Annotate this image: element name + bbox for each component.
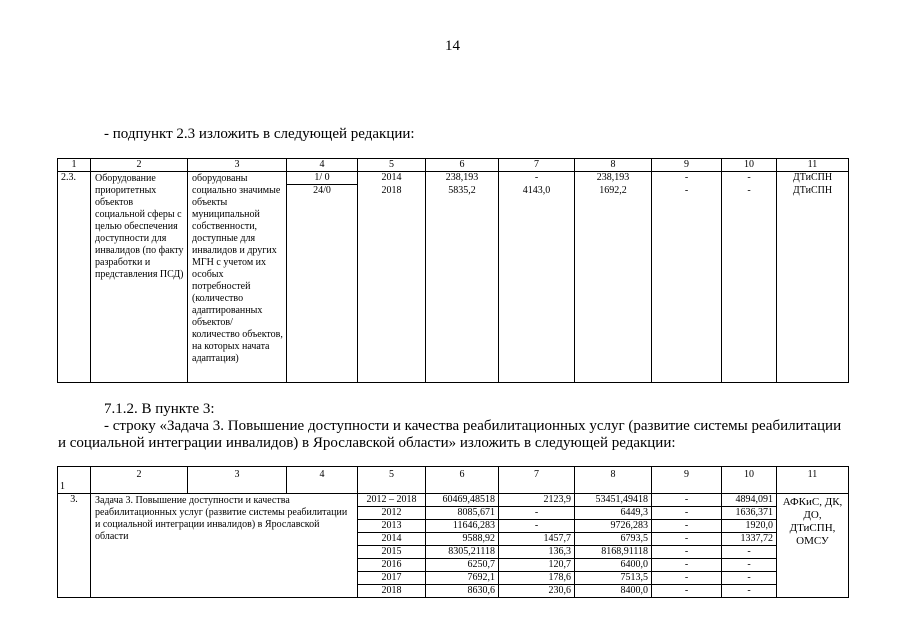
amount-cell: - [652,520,722,533]
table-subitem-2-3 [57,158,849,383]
indicator-value: 1/ 0 [287,172,358,185]
amount-cell: - [499,520,575,533]
amount-cell: 120,7 [499,559,575,572]
amount-cell: - [722,559,777,572]
amount-cell: - [652,172,722,185]
amount-cell: - [722,572,777,585]
amount-cell: - [722,585,777,598]
task-description: Задача 3. Повышение доступности и качества реабилитационных услуг (развитие системы реабилитации и социальной интеграции инвалидов) в Ярославской области [91,494,358,598]
table2-header-label: 1 [60,481,65,492]
item-name: Оборудование приоритетных объектов социальной сферы с целью обеспечения доступности для инвалидов (по факту разработки и представления ПСД) [91,172,188,383]
table1-header-cell: 1 [58,159,91,172]
table2-header-cell: 7 [499,467,575,494]
amount-cell: 6400,0 [575,559,652,572]
amount-cell: 6250,7 [426,559,499,572]
year-cell: 2018 [358,585,426,598]
table2-header-cell: 6 [426,467,499,494]
table1-header-cell: 7 [499,159,575,172]
amount-cell: 1692,2 [575,185,652,383]
amount-cell: - [652,507,722,520]
table1-header-cell: 4 [287,159,358,172]
year-cell: 2013 [358,520,426,533]
amount-cell: - [652,494,722,507]
amount-cell: - [652,185,722,383]
amount-cell: - [499,507,575,520]
indicator-value: 24/0 [287,185,358,383]
item-number: 2.3. [58,172,91,383]
task-number: 3. [58,494,91,598]
table1-header-cell: 5 [358,159,426,172]
amount-cell: 8305,21118 [426,546,499,559]
year-cell: 2014 [358,533,426,546]
amount-cell: 6449,3 [575,507,652,520]
amount-cell: - [722,546,777,559]
table1-header-cell: 11 [777,159,849,172]
amount-cell: 4894,091 [722,494,777,507]
amount-cell: - [652,533,722,546]
executor-cell: ДТиСПН [777,172,849,185]
amount-cell: 53451,49418 [575,494,652,507]
year-cell: 2018 [358,185,426,383]
amount-cell: 11646,283 [426,520,499,533]
amount-cell: 60469,48518 [426,494,499,507]
section-heading: 7.1.2. В пункте 3: [104,401,215,417]
amount-cell: - [652,546,722,559]
year-cell: 2012 – 2018 [358,494,426,507]
table1-header-cell: 10 [722,159,777,172]
amount-cell: - [722,172,777,185]
amount-cell: 8630,6 [426,585,499,598]
amount-cell: 8400,0 [575,585,652,598]
item-indicator: оборудованы социально значимые объекты муниципальной собственности, доступные для инвалидов и других МГН с учетом их особых потребностей (количество адаптированных объектов/ количество объектов, на которых начата адаптация) [188,172,287,383]
amount-cell: 1337,72 [722,533,777,546]
amount-cell: - [652,585,722,598]
amount-cell: 4143,0 [499,185,575,383]
table-task-3 [57,466,849,598]
year-cell: 2012 [358,507,426,520]
amount-cell: 238,193 [575,172,652,185]
amount-cell: - [499,172,575,185]
amount-cell: 1457,7 [499,533,575,546]
amount-cell: 8168,91118 [575,546,652,559]
table1-header-cell: 3 [188,159,287,172]
table2-header-row [58,467,849,494]
table2-header-cell: 11 [777,467,849,494]
year-cell: 2015 [358,546,426,559]
amount-cell: 1920,0 [722,520,777,533]
year-cell: 2016 [358,559,426,572]
task-line-a: - строку «Задача 3. Повышение доступности и качества реабилитационных услуг (развитие системы реабилитации [104,418,842,434]
table2-header-cell: 5 [358,467,426,494]
amount-cell: 238,193 [426,172,499,185]
amount-cell: 7692,1 [426,572,499,585]
amount-cell: 136,3 [499,546,575,559]
intro-text: - подпункт 2.3 изложить в следующей редакции: [104,126,415,142]
table1-header-cell: 6 [426,159,499,172]
amount-cell: 9726,283 [575,520,652,533]
table2-header-cell: 2 [91,467,188,494]
table2-header-cell: 3 [188,467,287,494]
table2-header-cell: 10 [722,467,777,494]
year-cell: 2017 [358,572,426,585]
table-row [58,172,849,185]
task-executors: АФКиС, ДК, ДО, ДТиСПН, ОМСУ [777,494,849,598]
table1-header-cell: 8 [575,159,652,172]
table2-header-cell: 8 [575,467,652,494]
table1-header-cell: 9 [652,159,722,172]
table2-header-cell: 9 [652,467,722,494]
table1-header-cell: 2 [91,159,188,172]
amount-cell: 2123,9 [499,494,575,507]
amount-cell: 230,6 [499,585,575,598]
amount-cell: 7513,5 [575,572,652,585]
table2-header-cell: 4 [287,467,358,494]
executor-cell: ДТиСПН [777,185,849,383]
amount-cell: 6793,5 [575,533,652,546]
amount-cell: - [722,185,777,383]
amount-cell: 5835,2 [426,185,499,383]
table2-header-cell [58,467,91,494]
amount-cell: - [652,559,722,572]
table-row [58,494,849,507]
page-number: 14 [445,38,460,54]
table1-header-row [58,159,849,172]
task-line-b: и социальной интеграции инвалидов) в Ярославской области» изложить в следующей редакции: [58,435,676,451]
year-cell: 2014 [358,172,426,185]
amount-cell: 1636,371 [722,507,777,520]
amount-cell: - [652,572,722,585]
amount-cell: 9588,92 [426,533,499,546]
amount-cell: 8085,671 [426,507,499,520]
amount-cell: 178,6 [499,572,575,585]
